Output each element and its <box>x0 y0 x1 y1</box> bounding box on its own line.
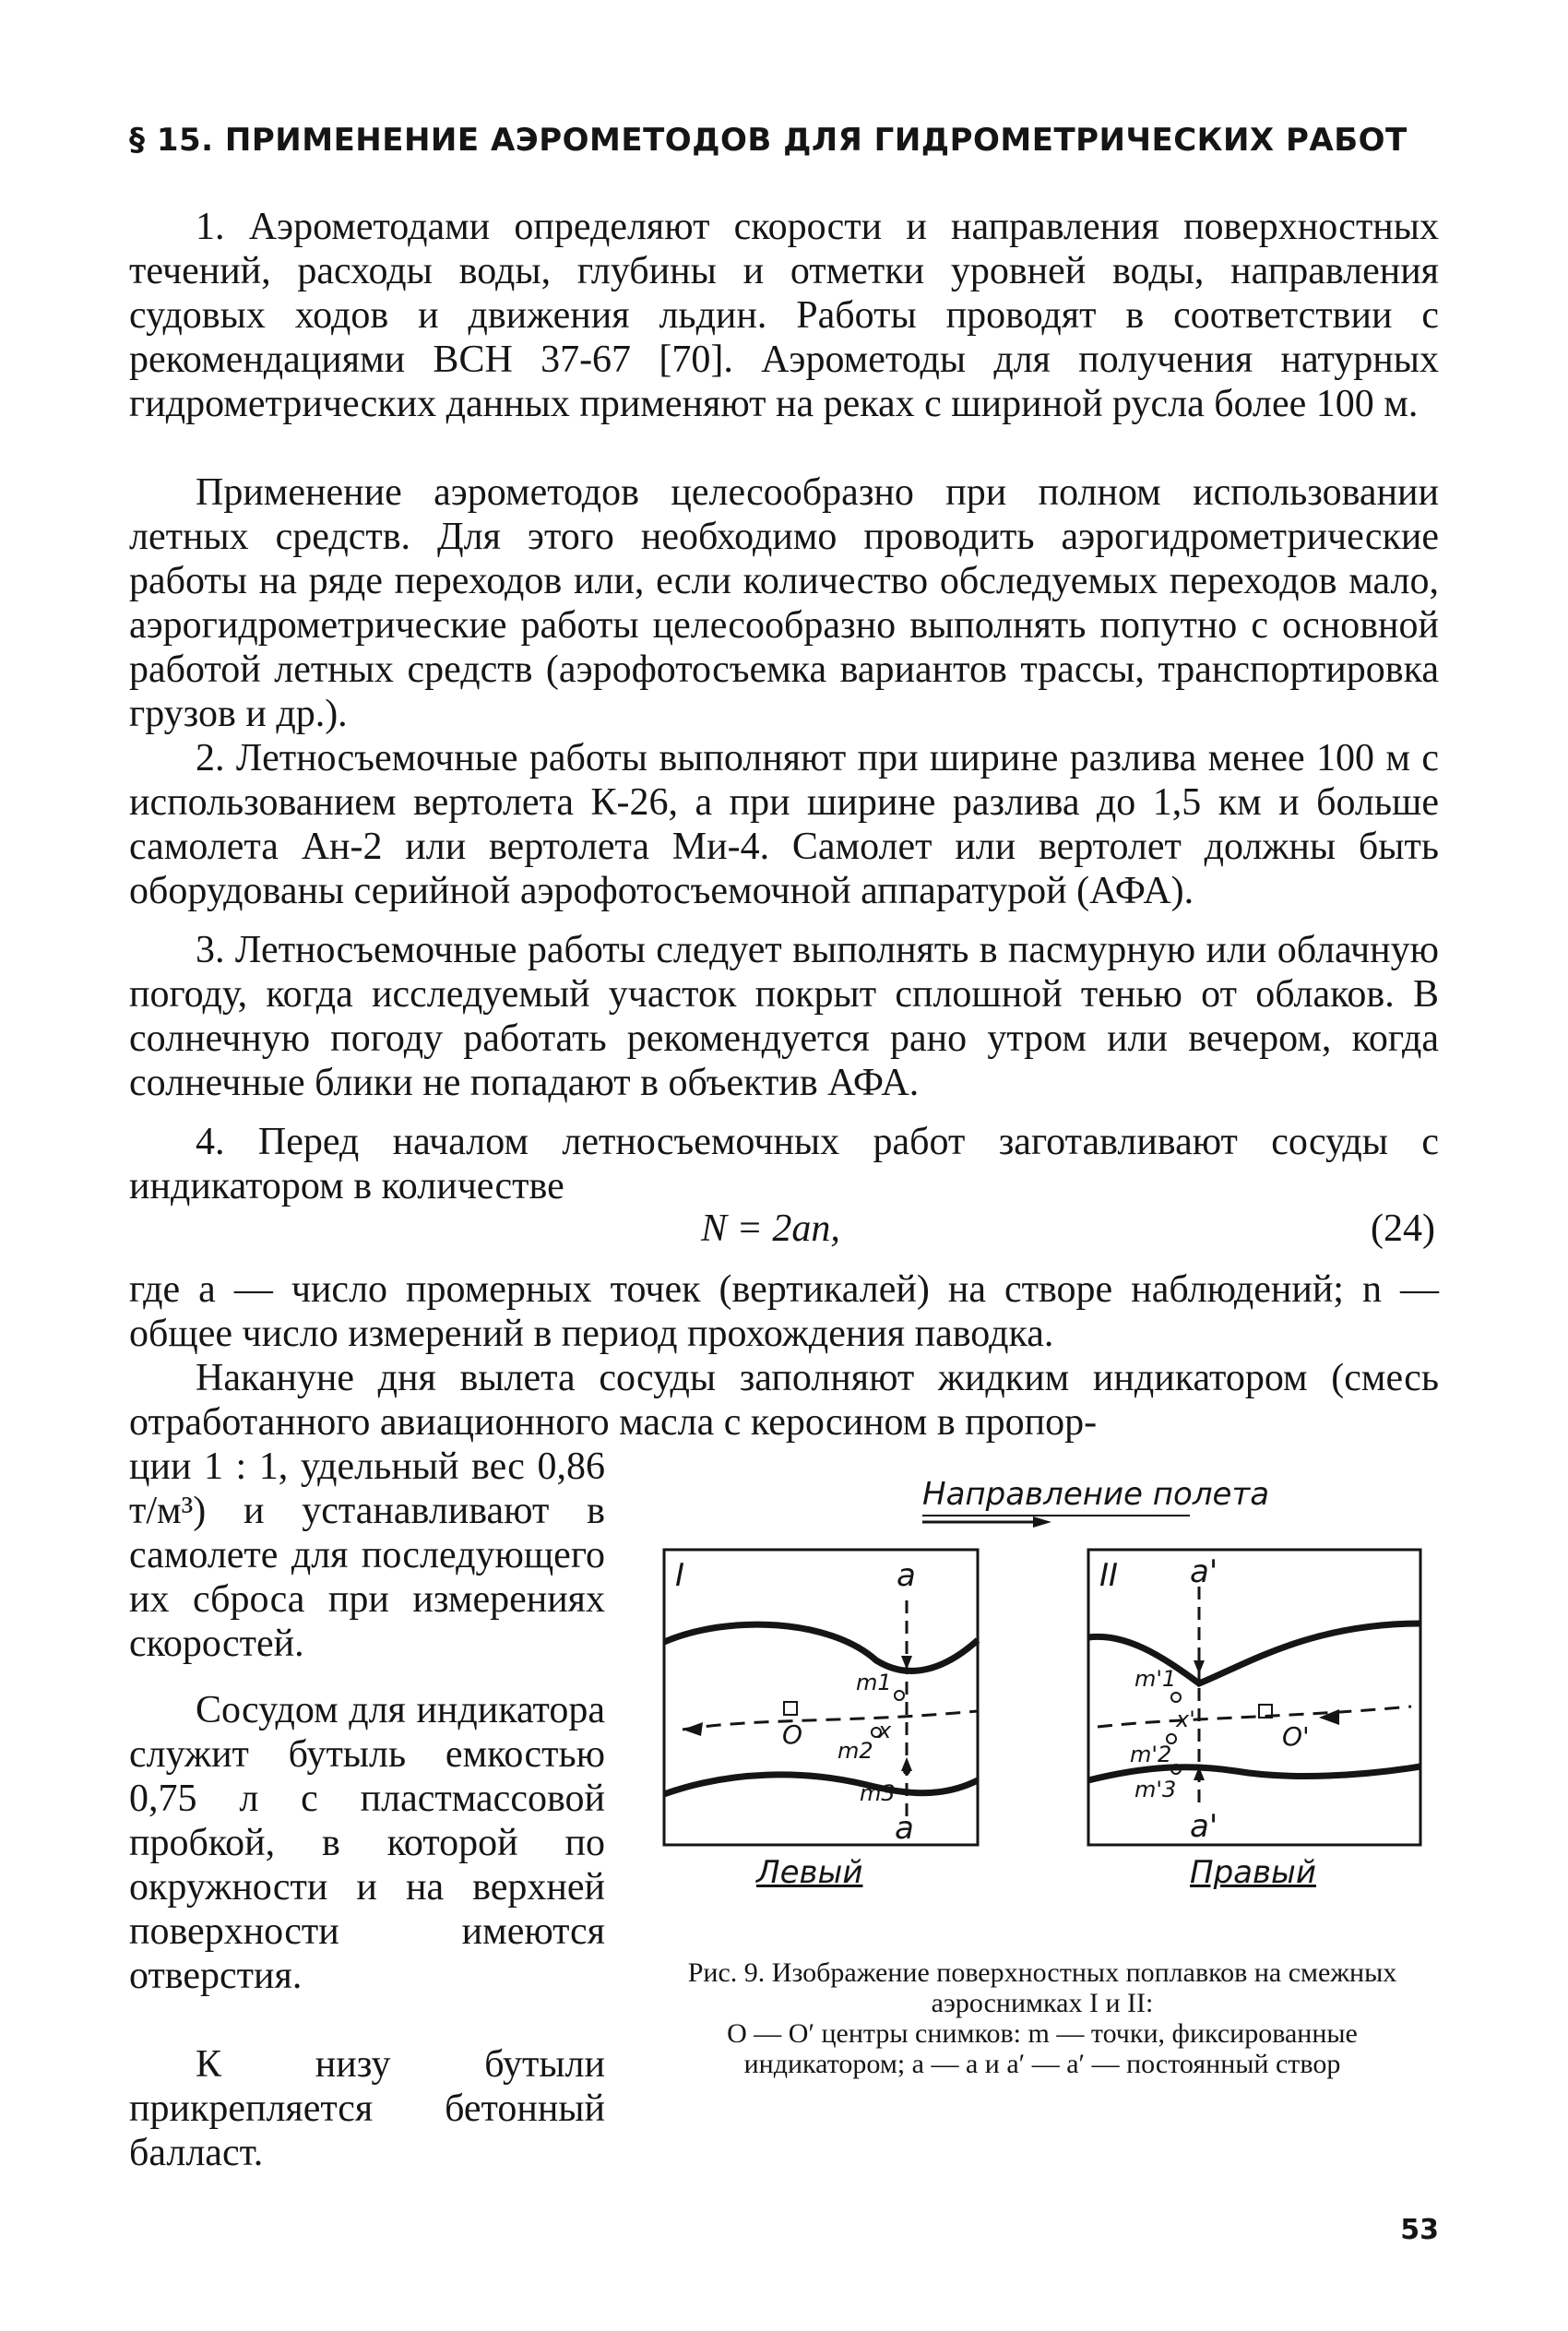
left-center-label: O <box>782 1719 803 1750</box>
paragraph-4: 3. Летносъемочные работы следует выполнять в пасмурную или облачную погоду, когда исследуемый участок покрыт сплошной тенью от облаков. В солнечную погоду работать рекомендуется рано утром или вечером, когда солнечные блики не попадают в объектив АФА. <box>129 929 1439 1104</box>
left-point-m1-label: m1 <box>856 1670 892 1695</box>
left-point-m3 <box>903 1767 910 1775</box>
left-photo-frame <box>664 1550 978 1845</box>
section-heading: § 15. ПРИМЕНЕНИЕ АЭРОМЕТОДОВ ДЛЯ ГИДРОМЕТРИЧЕСКИХ РАБОТ <box>129 122 1408 159</box>
right-roman-label: II <box>1099 1557 1119 1594</box>
left-upper-bank <box>664 1624 978 1671</box>
right-point-m1 <box>1171 1693 1181 1702</box>
formula-expression: N = 2an, <box>701 1207 840 1250</box>
left-flow-arrowhead <box>683 1722 703 1736</box>
left-bottom-marker: a <box>895 1810 914 1847</box>
paragraph-1: 1. Аэрометодами определяют скорости и направления поверхностных течений, расходы воды, глубины и отметки уровней воды, направления судовых ходов и движения льдин. Работы проводят в соответствии с рекомендациями ВСН 37-67 [70]. Аэрометоды для получения натурных гидрометрических данных применяют на реках с шириной русла более 100 м. <box>129 206 1439 425</box>
left-x-label: x <box>878 1718 892 1743</box>
flight-direction-label: Направление полета <box>922 1476 1270 1513</box>
paragraph-6: где a — число промерных точек (вертикалей) на створе наблюдений; n — общее число измерений в период прохождения паводка. <box>129 1268 1439 1355</box>
right-point-m3-label: m'3 <box>1134 1777 1177 1802</box>
paragraph-9: Сосудом для индикатора служит бутыль емкостью 0,75 л с пластмассовой пробкой, в которой по окружности и на верхней поверхности имеются отверстия. <box>129 1689 605 1997</box>
right-flow-arrowhead <box>1319 1709 1339 1725</box>
left-roman-label: I <box>675 1557 685 1594</box>
right-x-label: x' <box>1176 1707 1195 1732</box>
caption-title: Рис. 9. Изображение поверхностных поплавков на смежных аэроснимках I и II: <box>687 1957 1397 2018</box>
paragraph-3: 2. Летносъемочные работы выполняют при ширине разлива менее 100 м с использованием вертолета К-26, а при ширине разлива до 1,5 км и больше самолета Ан-2 или вертолета Ми-4. Самолет или вертолет должны быть оборудованы серийной аэрофотосъемочной аппаратурой (АФА). <box>129 737 1439 912</box>
formula-number: (24) <box>1371 1207 1435 1250</box>
paragraph-8: ции 1 : 1, удельный вес 0,86 т/м³) и устанавливают в самолете для последующего их сброса при измерениях скоростей. <box>129 1445 605 1665</box>
left-flow-line <box>683 1711 978 1730</box>
paragraph-2: Применение аэрометодов целесообразно при полном использовании летных средств. Для этого необходимо проводить аэрогидрометрические работы на ряде переходов или, если количество обследуемых переходов мало, аэрогидрометрические работы целесообразно выполнять попутно с основной работой летных средств (аэрофотосъемка вариантов трассы, транспортировка грузов и др.). <box>129 471 1439 735</box>
figure-caption <box>646 1957 1439 2079</box>
right-flow-line <box>1098 1707 1411 1727</box>
right-point-m2-label: m'2 <box>1130 1742 1172 1767</box>
caption-legend: O — O′ центры снимков: m — точки, фиксированные индикатором; a — a и a′ — a′ — постоянный створ <box>727 2018 1358 2079</box>
right-bottom-marker: a' <box>1190 1808 1218 1845</box>
right-panel-label: Правый <box>1190 1854 1316 1891</box>
page-number: 53 <box>1400 2214 1439 2246</box>
right-top-marker: a' <box>1190 1553 1218 1590</box>
left-point-m1 <box>895 1691 904 1700</box>
left-top-marker: a <box>897 1557 916 1594</box>
left-point-m3-label: m3 <box>860 1780 896 1806</box>
paragraph-10: К низу бутыли прикрепляется бетонный балласт. <box>129 2043 605 2174</box>
left-panel-label: Левый <box>756 1854 863 1891</box>
flight-direction-arrowhead <box>1033 1516 1051 1528</box>
left-point-m2-label: m2 <box>837 1738 873 1764</box>
paragraph-7: Накануне дня вылета сосуды заполняют жидким индикатором (смесь отработанного авиационного масла с керосином в пропор- <box>129 1357 1439 1444</box>
left-lower-bank <box>664 1775 978 1794</box>
right-center-label: O' <box>1282 1721 1310 1752</box>
right-point-m1-label: m'1 <box>1134 1666 1177 1692</box>
left-center-mark <box>784 1702 797 1715</box>
figure-9 <box>646 1476 1439 1937</box>
paragraph-5: 4. Перед началом летносъемочных работ заготавливают сосуды с индикатором в количестве <box>129 1121 1439 1207</box>
